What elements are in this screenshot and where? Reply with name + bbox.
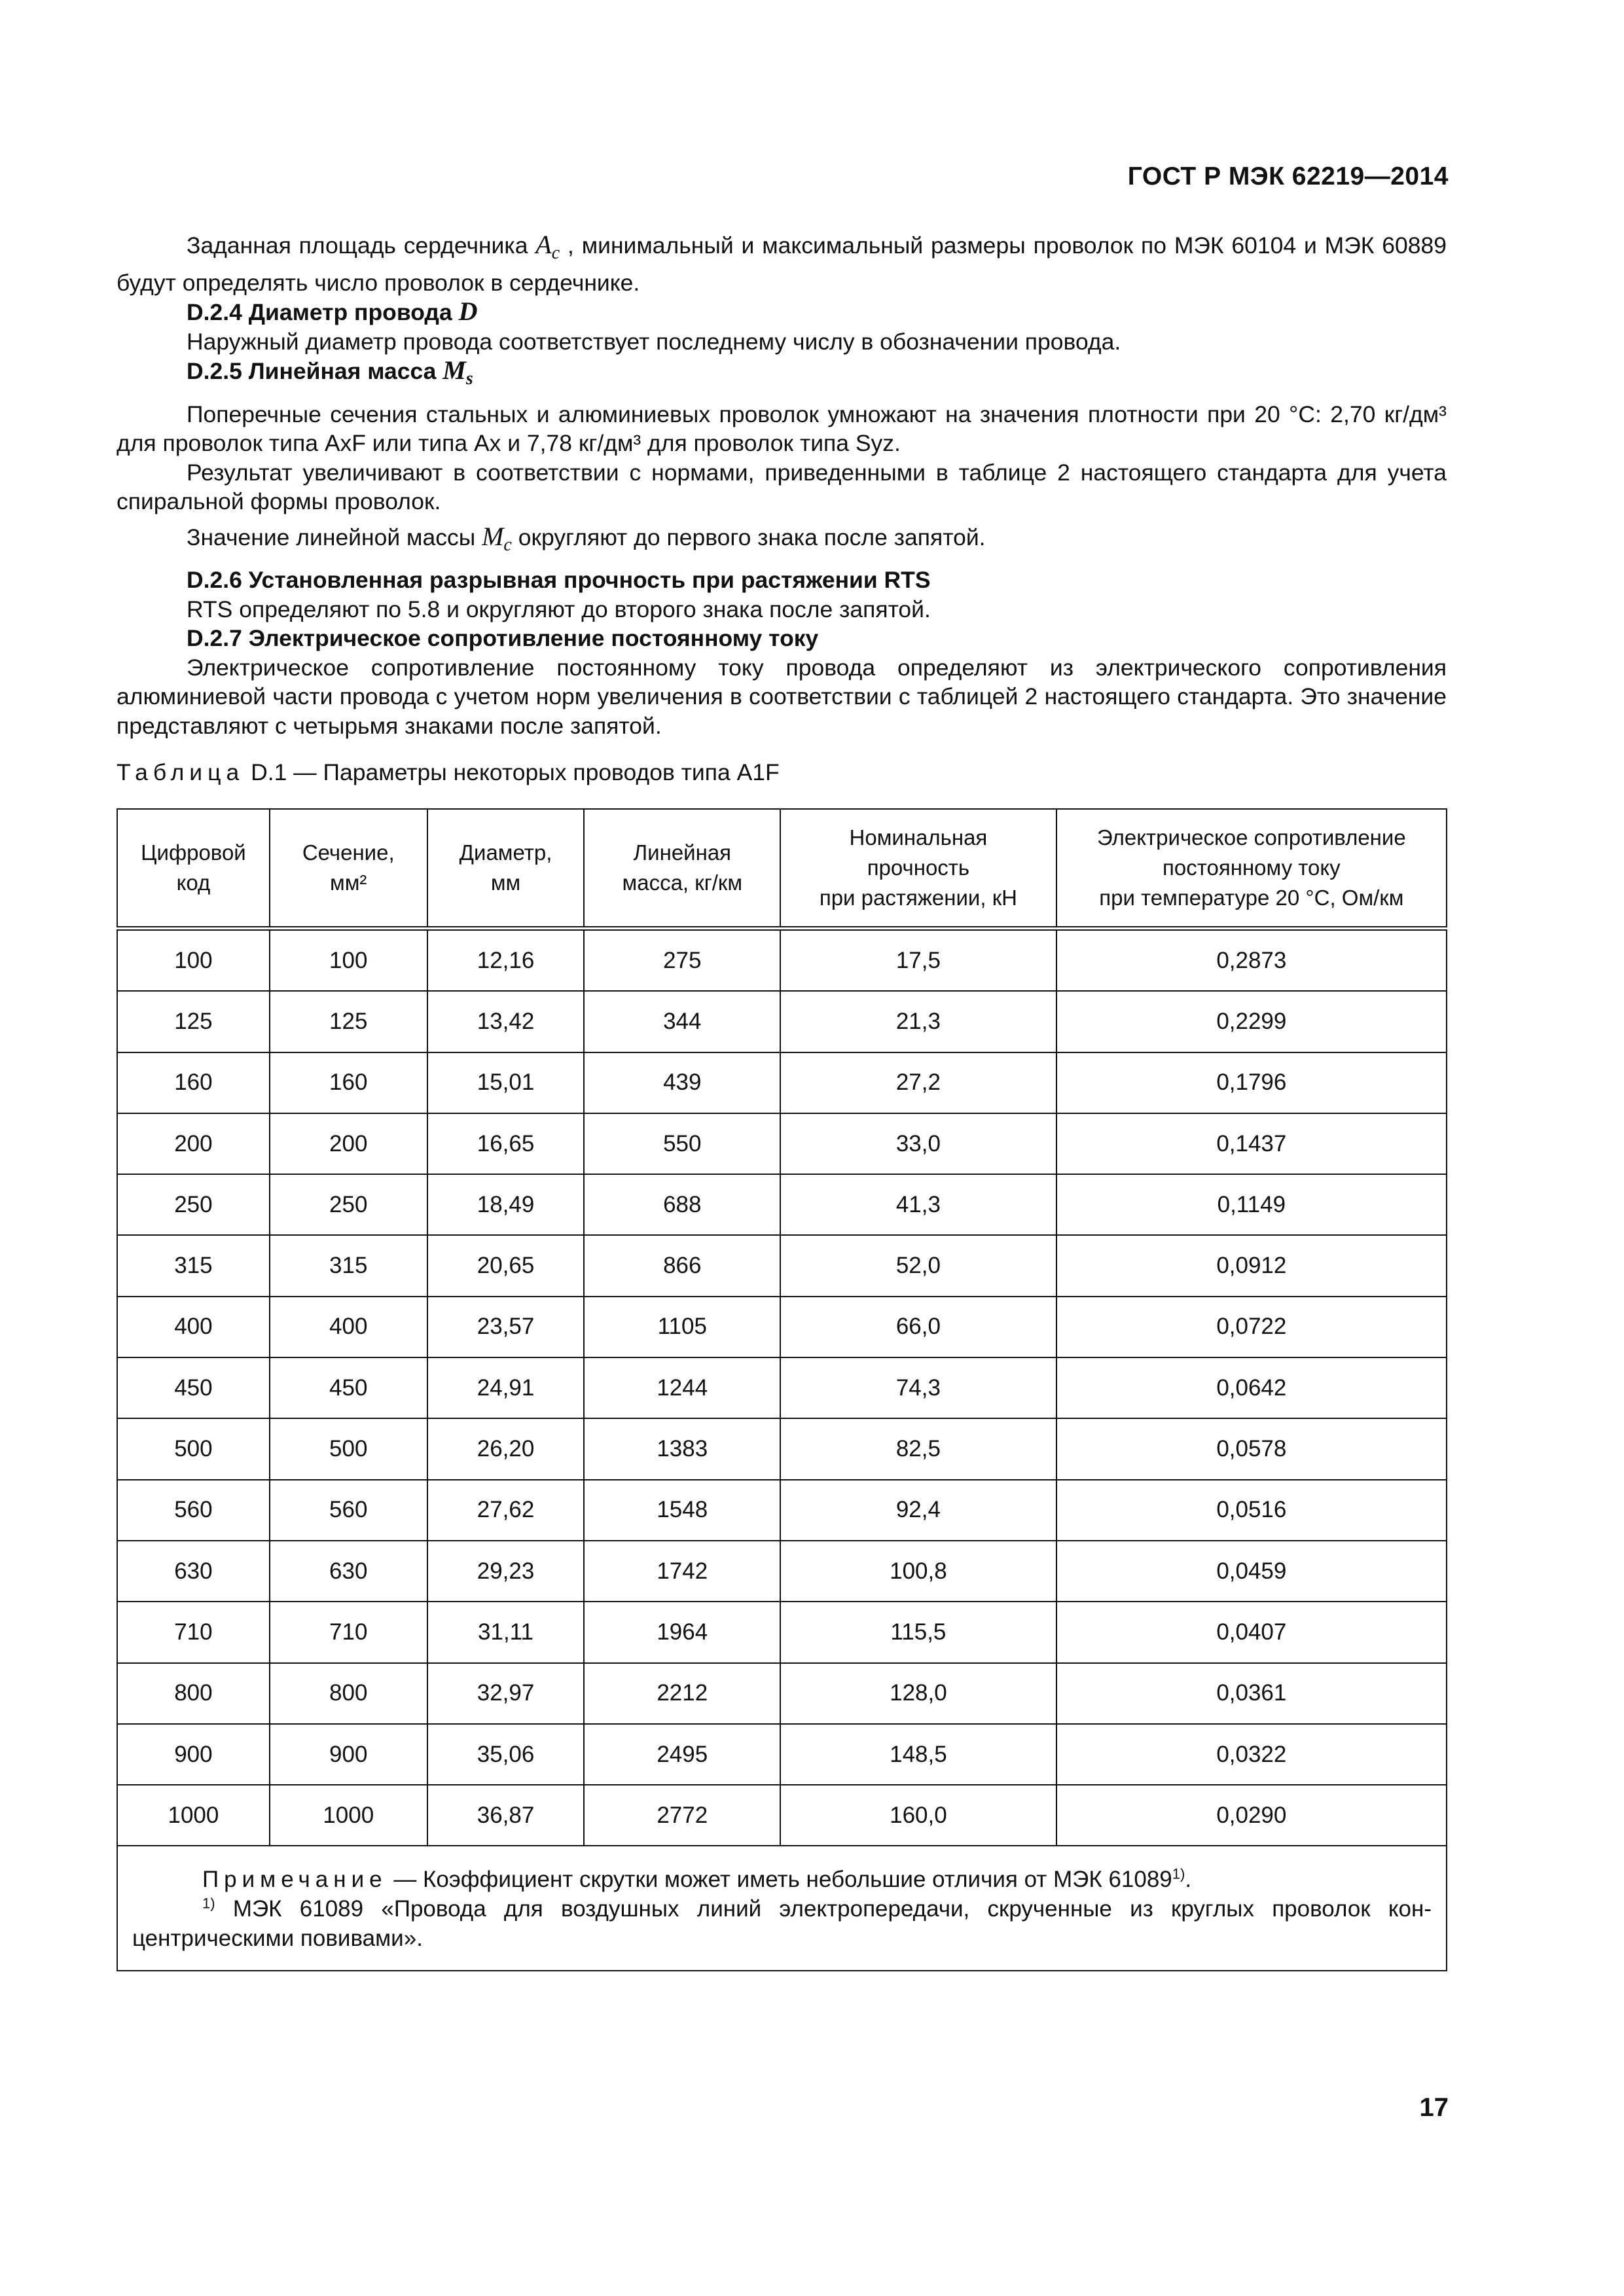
table-cell: 900 (270, 1724, 427, 1785)
table-cell: 450 (117, 1357, 270, 1418)
table-cell: 148,5 (780, 1724, 1056, 1785)
symbol-ac: A (535, 230, 552, 259)
table-cell: 21,3 (780, 991, 1056, 1052)
table-cell: 800 (117, 1663, 270, 1724)
table-cell: 74,3 (780, 1357, 1056, 1418)
table-cell: 315 (270, 1235, 427, 1296)
table-cell: 33,0 (780, 1113, 1056, 1174)
table-cell: 0,0722 (1056, 1297, 1447, 1357)
table-cell: 0,0642 (1056, 1357, 1447, 1418)
table-cell: 1000 (270, 1785, 427, 1846)
paragraph-d25-3: Значение линейной массы $M_c$ округляют до первого знака после запятой. (187, 521, 986, 555)
table-cell: 160 (117, 1052, 270, 1113)
table-cell: 92,4 (780, 1480, 1056, 1541)
header-digital-code: Цифровой код (117, 809, 270, 929)
paragraph-d24: Наружный диаметр провода соответствует последнему числу в обозначении провода. (187, 328, 1121, 355)
table-cell: 100 (270, 929, 427, 992)
table-row (117, 1174, 1447, 1235)
heading-d26: D.2.6 Установленная разрывная прочность при растяжении RTS (187, 567, 931, 594)
heading-d27: D.2.7 Электрическое сопротивление постоянному току (187, 625, 819, 652)
table-cell: 35,06 (427, 1724, 585, 1785)
table-header-row (117, 809, 1447, 929)
table-cell: 1383 (584, 1418, 780, 1479)
table-cell: 1964 (584, 1602, 780, 1662)
table-cell: 100,8 (780, 1541, 1056, 1602)
page-number: 17 (1419, 2093, 1449, 2122)
table-caption: Таблица D.1 — Параметры некоторых проводов типа A1F (117, 759, 780, 785)
table-cell: 1244 (584, 1357, 780, 1418)
table-cell: 0,0407 (1056, 1602, 1447, 1662)
paragraph-core-area: Заданная площадь сердечника $A_c$ , минимальный и максимальный размеры проволок по МЭК 60104 и МЭК 60889 будут определять число проволок в сердечнике. (117, 230, 1447, 296)
table-cell: 27,2 (780, 1052, 1056, 1113)
table-cell: 2772 (584, 1785, 780, 1846)
table-cell: 439 (584, 1052, 780, 1113)
header-cross-section: Сечение, мм² (270, 809, 427, 929)
table-cell: 16,65 (427, 1113, 585, 1174)
table-cell: 29,23 (427, 1541, 585, 1602)
table-cell: 13,42 (427, 991, 585, 1052)
table-row (117, 1297, 1447, 1357)
table-cell: 400 (117, 1297, 270, 1357)
table-cell: 200 (117, 1113, 270, 1174)
table-cell: 0,0516 (1056, 1480, 1447, 1541)
table-note: Примечание — Коэффициент скрутки может иметь небольшие отличия от МЭК 61089$^{1)}$. $^{1)}$ МЭК 61089 «Провода для воздушных линий электропередачи, скрученные из круглых проволок кон-центрическими повивами». (117, 1846, 1447, 1971)
table-row (117, 1602, 1447, 1662)
table-cell: 0,2299 (1056, 991, 1447, 1052)
table-cell: 15,01 (427, 1052, 585, 1113)
document-header: ГОСТ Р МЭК 62219—2014 (1127, 162, 1449, 190)
table-cell: 400 (270, 1297, 427, 1357)
table-cell: 710 (270, 1602, 427, 1662)
table-cell: 115,5 (780, 1602, 1056, 1662)
table-cell: 0,0578 (1056, 1418, 1447, 1479)
body-text (117, 230, 1447, 740)
table-cell: 315 (117, 1235, 270, 1296)
table-cell: 550 (584, 1113, 780, 1174)
table-cell: 24,91 (427, 1357, 585, 1418)
table-cell: 560 (117, 1480, 270, 1541)
table-cell: 128,0 (780, 1663, 1056, 1724)
table-row (117, 1663, 1447, 1724)
table-cell: 630 (270, 1541, 427, 1602)
table-cell: 500 (117, 1418, 270, 1479)
header-rated-strength: Номинальная прочность при растяжении, кН (780, 809, 1056, 929)
table-cell: 100 (117, 929, 270, 992)
table-cell: 500 (270, 1418, 427, 1479)
table-cell: 688 (584, 1174, 780, 1235)
table-cell: 52,0 (780, 1235, 1056, 1296)
table-cell: 17,5 (780, 929, 1056, 992)
table-row (117, 1052, 1447, 1113)
table-row (117, 1480, 1447, 1541)
table-cell: 0,1796 (1056, 1052, 1447, 1113)
table-cell: 41,3 (780, 1174, 1056, 1235)
paragraph-d27: Электрическое сопротивление постоянному току провода определяют из электрического сопротивления алюминиевой части провода с учетом норм увеличения в соответствии с таблицей 2 настоящего стандарта. Это значение представляют с четырьмя знаками после запятой. (117, 654, 1447, 739)
table-footnote: $^{1)}$ МЭК 61089 «Провода для воздушных линий электропередачи, скрученные из круглых проволок кон-центрическими повивами». (132, 1895, 1432, 1952)
header-linear-mass: Линейная масса, кг/км (584, 809, 780, 929)
table-row (117, 1724, 1447, 1785)
table-row (117, 991, 1447, 1052)
table-cell: 2212 (584, 1663, 780, 1724)
table-cell: 160,0 (780, 1785, 1056, 1846)
table-cell: 12,16 (427, 929, 585, 992)
table-row (117, 1541, 1447, 1602)
table-cell: 20,65 (427, 1235, 585, 1296)
heading-d24: D.2.4 Диаметр провода D (187, 296, 478, 327)
table-cell: 0,1149 (1056, 1174, 1447, 1235)
table-cell: 160 (270, 1052, 427, 1113)
table-cell: 1742 (584, 1541, 780, 1602)
table-cell: 900 (117, 1724, 270, 1785)
header-diameter: Диаметр, мм (427, 809, 585, 929)
table-cell: 250 (117, 1174, 270, 1235)
table-cell: 250 (270, 1174, 427, 1235)
table-row (117, 1418, 1447, 1479)
table-cell: 2495 (584, 1724, 780, 1785)
table-cell: 630 (117, 1541, 270, 1602)
table-cell: 1000 (117, 1785, 270, 1846)
paragraph-d25-2: Результат увеличивают в соответствии с нормами, приведенными в таблице 2 настоящего стандарта для учета спиральной формы проволок. (117, 459, 1447, 515)
table-cell: 36,87 (427, 1785, 585, 1846)
table-cell: 344 (584, 991, 780, 1052)
parameters-table (117, 808, 1447, 1971)
table-cell: 710 (117, 1602, 270, 1662)
table-row (117, 1357, 1447, 1418)
table-cell: 866 (584, 1235, 780, 1296)
paragraph-d26: RTS определяют по 5.8 и округляют до второго знака после запятой. (187, 596, 931, 622)
table-row (117, 1235, 1447, 1296)
table-row (117, 1113, 1447, 1174)
table-cell: 125 (270, 991, 427, 1052)
table-cell: 0,0322 (1056, 1724, 1447, 1785)
table-row (117, 1785, 1447, 1846)
heading-d25: D.2.5 Линейная масса $M_s$ (187, 355, 473, 389)
table-cell: 82,5 (780, 1418, 1056, 1479)
table-cell: 1105 (584, 1297, 780, 1357)
table-cell: 0,1437 (1056, 1113, 1447, 1174)
table-note-row (117, 1846, 1447, 1971)
table-cell: 26,20 (427, 1418, 585, 1479)
table-cell: 125 (117, 991, 270, 1052)
table-row (117, 929, 1447, 992)
header-dc-resistance: Электрическое сопротивление постоянному току при температуре 20 °С, Ом/км (1056, 809, 1447, 929)
table-cell: 0,0459 (1056, 1541, 1447, 1602)
paragraph-d25-1: Поперечные сечения стальных и алюминиевых проволок умножают на значения плотности при 20 °С: 2,70 кг/дм³ для проволок типа AxF или типа Ax и 7,78 кг/дм³ для проволок типа Syz. (117, 401, 1447, 457)
table-cell: 66,0 (780, 1297, 1056, 1357)
table-cell: 560 (270, 1480, 427, 1541)
table-cell: 32,97 (427, 1663, 585, 1724)
table-cell: 27,62 (427, 1480, 585, 1541)
table-cell: 200 (270, 1113, 427, 1174)
table-cell: 1548 (584, 1480, 780, 1541)
table-cell: 18,49 (427, 1174, 585, 1235)
table-cell: 800 (270, 1663, 427, 1724)
table-cell: 0,0912 (1056, 1235, 1447, 1296)
table-cell: 0,0290 (1056, 1785, 1447, 1846)
table-cell: 31,11 (427, 1602, 585, 1662)
table-cell: 275 (584, 929, 780, 992)
table-cell: 450 (270, 1357, 427, 1418)
table-cell: 23,57 (427, 1297, 585, 1357)
table-cell: 0,2873 (1056, 929, 1447, 992)
table-cell: 0,0361 (1056, 1663, 1447, 1724)
